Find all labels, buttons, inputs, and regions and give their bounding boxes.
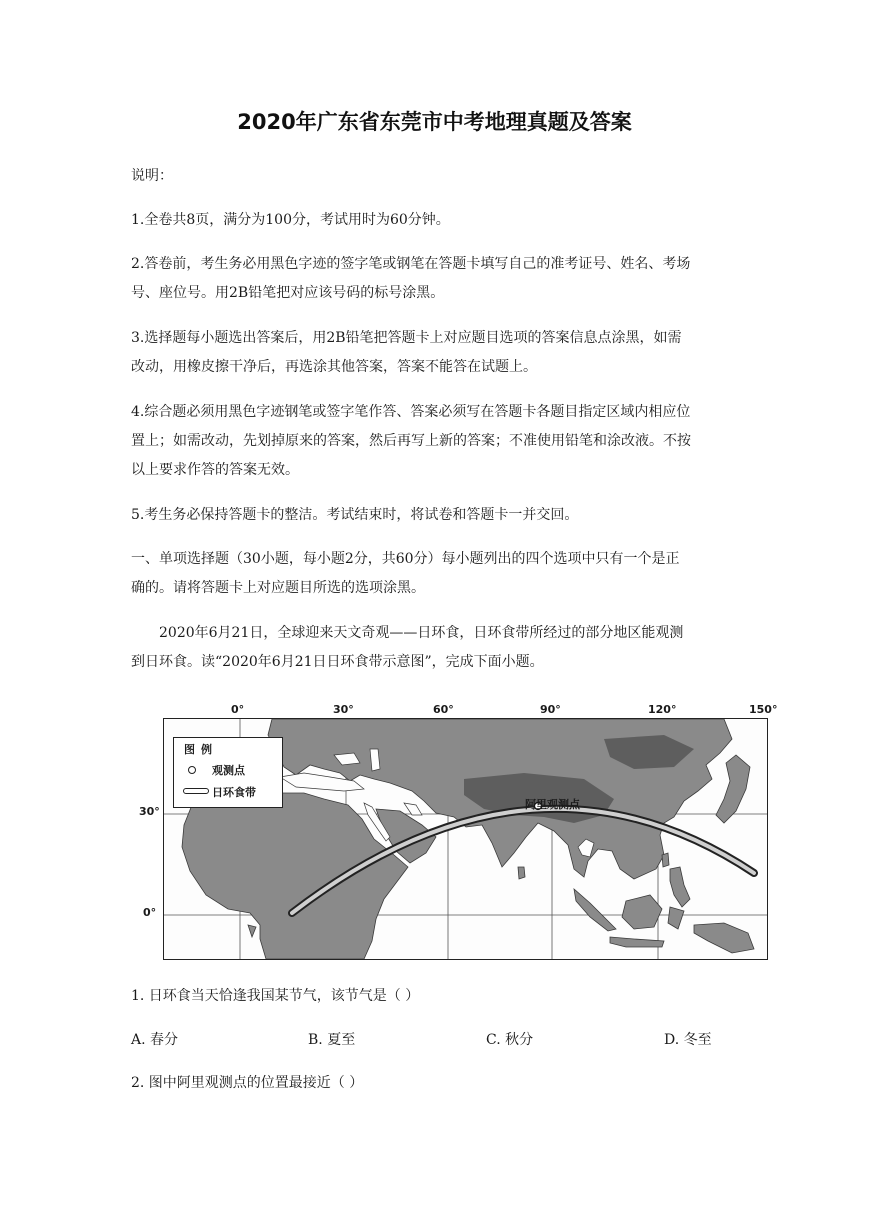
instruction-line-1: 1.全卷共8页，满分为100分，考试用时为60分钟。 [131,212,450,228]
instruction-line-4b: 置上；如需改动，先划掉原来的答案，然后再写上新的答案；不准使用铅笔和涂改液。不按 [131,433,691,449]
map-legend [173,737,283,808]
instruction-line-5: 5.考生务必保持答题卡的整洁。考试结束时，将试卷和答题卡一并交回。 [131,507,579,523]
eclipse-band-icon [183,788,209,794]
legend-eclipse-band: 日环食带 [212,786,256,799]
observation-point-icon [188,766,196,774]
page-title: 2020年广东省东莞市中考地理真题及答案 [237,110,632,134]
instruction-line-3b: 改动，用橡皮擦干净后，再选涂其他答案，答案不能答在试题上。 [131,359,537,375]
annular-eclipse-map [139,703,789,961]
question-1-option-b: B. 夏至 [308,1032,356,1048]
longitude-label: 0° [231,703,245,716]
longitude-label: 60° [433,703,454,716]
longitude-label: 150° [749,703,778,716]
longitude-label: 90° [540,703,561,716]
instruction-line-2b: 号、座位号。用2B铅笔把对应该号码的标号涂黑。 [131,285,445,301]
instruction-line-3a: 3.选择题每小题选出答案后，用2B铅笔把答题卡上对应题目选项的答案信息点涂黑，如需 [131,330,682,346]
question-1-option-d: D. 冬至 [664,1032,712,1048]
map-frame [163,718,768,960]
question-2: 2. 图中阿里观测点的位置最接近（ ） [131,1075,364,1091]
latitude-label: 30° [139,805,160,818]
longitude-label: 30° [333,703,354,716]
longitude-label: 120° [648,703,677,716]
section-heading-line-1: 一、单项选择题（30小题，每小题2分，共60分）每小题列出的四个选项中只有一个是正 [131,551,680,567]
instruction-line-2a: 2.答卷前，考生务必用黑色字迹的签字笔或钢笔在答题卡填写自己的准考证号、姓名、考场 [131,256,691,272]
instruction-line-4c: 以上要求作答的答案无效。 [131,462,299,478]
passage-line-2: 到日环食。读“2020年6月21日日环食带示意图”，完成下面小题。 [131,654,544,670]
question-1-option-a: A. 春分 [131,1032,179,1048]
instruction-line-4a: 4.综合题必须用黑色字迹钢笔或签字笔作答、答案必须写在答题卡各题目指定区域内相应位 [131,404,691,420]
ali-observation-label: 阿里观测点 [525,798,580,811]
passage-line-1: 2020年6月21日，全球迎来天文奇观——日环食，日环食带所经过的部分地区能观测 [159,625,684,641]
instructions-heading: 说明： [131,168,173,184]
legend-title: 图例 [184,743,218,756]
question-1-option-c: C. 秋分 [486,1032,534,1048]
legend-observation-point: 观测点 [212,764,245,777]
question-1: 1. 日环食当天恰逢我国某节气，该节气是（ ） [131,988,420,1004]
section-heading-line-2: 确的。请将答题卡上对应题目所选的选项涂黑。 [131,580,425,596]
latitude-label: 0° [143,906,157,919]
